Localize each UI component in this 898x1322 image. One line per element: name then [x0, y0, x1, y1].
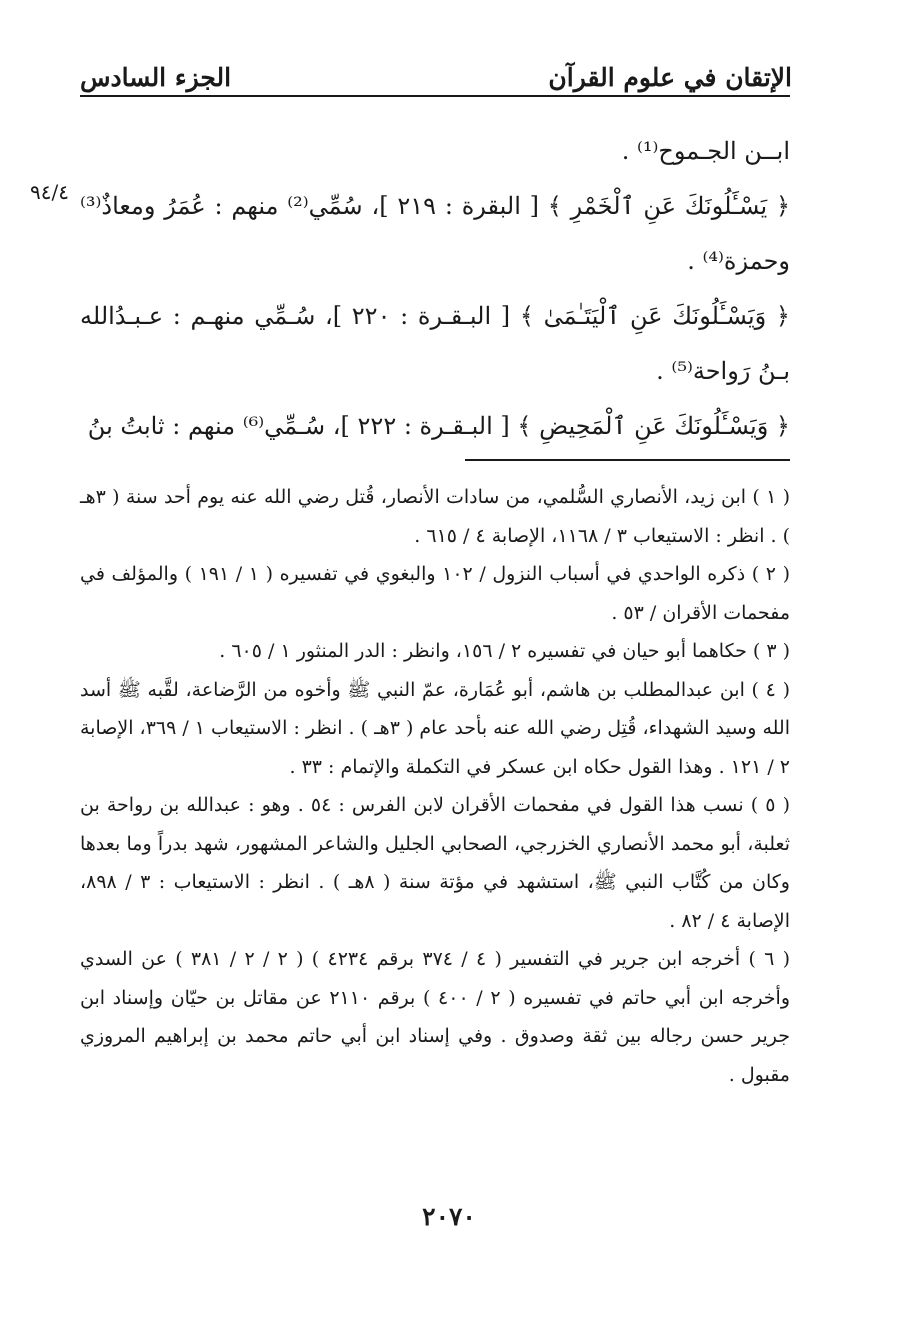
- paragraph: ابــن الجـموح⁽¹⁾ .: [621, 137, 790, 165]
- margin-reference: ٩٤/٤: [30, 180, 69, 204]
- paragraph: ﴿ يَسْـَٔلُونَكَ عَنِ ٱلْخَمْرِ ﴾ [ البقرة : ٢١٩ ]، سُمِّي⁽²⁾ منهم : عُمَرُ ومعاذٌ⁽³⁾ وحمزة⁽⁴⁾ .: [80, 192, 791, 275]
- paragraph: ﴿ وَيَسْـَٔلُونَكَ عَنِ ٱلْمَحِيضِ ﴾ [ البـقـرة : ٢٢٢ ]، سُـمِّي⁽⁶⁾ منهم : ثابتُ بنُ: [87, 412, 790, 440]
- volume-label: الجزء السادس: [80, 63, 232, 92]
- book-title: الإتقان في علوم القرآن: [548, 63, 792, 92]
- page-number: ٢٠٧٠: [422, 1202, 476, 1231]
- footnote: ( ٣ ) حكاهما أبو حيان في تفسيره ٢ / ١٥٦، وانظر : الدر المنثور ١ / ٦٠٥ .: [219, 640, 790, 662]
- header-rule: [80, 95, 790, 97]
- footnotes: [80, 478, 790, 1094]
- footnote: ( ٥ ) نسب هذا القول في مفحمات الأقران لابن الفرس : ٥٤ . وهو : عبدالله بن رواحة بن ثعلبة، أبو محمد الأنصاري الخزرجي، الصحابي الجليل والشاعر المشهور، شهد بدراً وما بعدها وكان من كُتَّاب النبي ﷺ، استشهد في مؤتة سنة ( ٨هـ ) . انظر : الاستيعاب : ٣ / ٨٩٨، الإصابة ٤ / ٨٢ .: [80, 794, 791, 932]
- paragraph: ﴿ وَيَسْـَٔلُونَكَ عَنِ ٱلْيَتَـٰمَىٰ ﴾ [ البـقـرة : ٢٢٠ ]، سُـمِّي منهـم : عـبـدُالله بـنُ رَواحة⁽⁵⁾ .: [80, 302, 790, 385]
- footnote: ( ٤ ) ابن عبدالمطلب بن هاشم، أبو عُمَارة، عمّ النبي ﷺ وأخوه من الرَّضاعة، لقَّبه ﷺ أسد الله وسيد الشهداء، قُتِل رضي الله عنه بأحد عام ( ٣هـ ) . انظر : الاستيعاب ١ / ٣٦٩، الإصابة ٢ / ١٢١ . وهذا القول حكاه ابن عسكر في التكملة والإتمام : ٣٣ .: [80, 678, 790, 778]
- main-text: [80, 124, 790, 454]
- footnote: ( ١ ) ابن زيد، الأنصاري السُّلمي، من سادات الأنصار، قُتل رضي الله عنه يوم أحد سنة ( ٣هـ ) . انظر : الاستيعاب ٣ / ١١٦٨، الإصابة ٤ / ٦١٥ .: [80, 486, 790, 547]
- running-header: [80, 52, 792, 92]
- footnote: ( ٦ ) أخرجه ابن جرير في التفسير ( ٤ / ٣٧٤ برقم ٤٢٣٤ ) ( ٢ / ٢ / ٣٨١ ) عن السدي وأخرجه ابن أبي حاتم في تفسيره ( ٢ / ٤٠٠ ) برقم ٢١١٠ عن مقاتل بن حيّان وإسناد ابن جرير حسن رجاله بين ثقة وصدوق . وفي إسناد ابن أبي حاتم محمد بن إبراهيم المروزي مقبول .: [80, 948, 791, 1086]
- footnote-rule: [465, 459, 790, 461]
- footnote: ( ٢ ) ذكره الواحدي في أسباب النزول / ١٠٢ والبغوي في تفسيره ( ١ / ١٩١ ) والمؤلف في مفحمات الأقران / ٥٣ .: [80, 563, 790, 624]
